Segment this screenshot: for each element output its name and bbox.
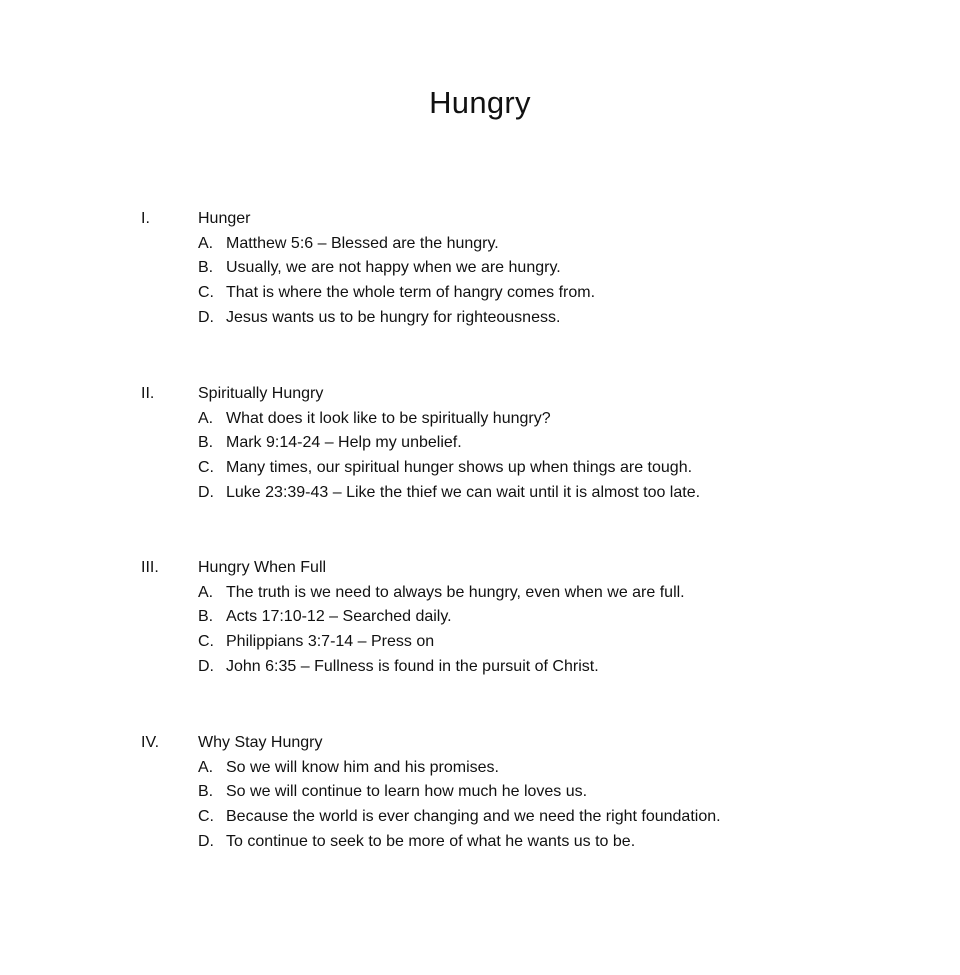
item-letter: C.	[198, 808, 214, 826]
item-text: John 6:35 – Fullness is found in the pursuit of Christ.	[226, 657, 599, 675]
list-item	[198, 258, 595, 283]
section-items	[198, 583, 685, 682]
item-text: Luke 23:39-43 – Like the thief we can wait until it is almost too late.	[226, 483, 701, 501]
section-heading: Spiritually Hungry	[198, 385, 324, 402]
list-item	[198, 483, 700, 508]
page-title: Hungry	[429, 85, 531, 120]
item-text: Philippians 3:7-14 – Press on	[226, 633, 435, 651]
list-item	[198, 433, 700, 458]
section-numeral: IV.	[141, 734, 160, 751]
item-letter: B.	[198, 259, 214, 277]
item-letter: D.	[198, 832, 214, 850]
item-text: Acts 17:10-12 – Searched daily.	[226, 608, 452, 626]
list-item	[198, 782, 721, 807]
list-item	[198, 832, 721, 857]
item-text: The truth is we need to always be hungry, even when we are full.	[226, 583, 685, 601]
item-text: So we will continue to learn how much he loves us.	[226, 783, 588, 801]
list-item	[198, 234, 595, 259]
list-item	[198, 657, 685, 682]
section-numeral: II.	[141, 385, 155, 402]
list-item	[198, 458, 700, 483]
item-text: To continue to seek to be more of what he wants us to be.	[226, 832, 636, 850]
item-letter: C.	[198, 284, 214, 302]
item-letter: A.	[198, 583, 214, 601]
item-letter: A.	[198, 409, 214, 427]
item-text: What does it look like to be spiritually hungry?	[226, 409, 551, 427]
item-letter: A.	[198, 758, 214, 776]
item-text: Mark 9:14-24 – Help my unbelief.	[226, 434, 462, 452]
item-letter: B.	[198, 783, 214, 801]
list-item	[198, 308, 595, 333]
section-items	[198, 234, 595, 333]
list-item	[198, 583, 685, 608]
item-letter: C.	[198, 459, 214, 477]
item-text: So we will know him and his promises.	[226, 758, 499, 776]
item-text: Usually, we are not happy when we are hungry.	[226, 259, 561, 277]
list-item	[198, 632, 685, 657]
item-letter: D.	[198, 657, 214, 675]
list-item	[198, 607, 685, 632]
list-item	[198, 283, 595, 308]
item-letter: D.	[198, 483, 214, 501]
section-numeral: I.	[141, 210, 150, 227]
item-text: Jesus wants us to be hungry for righteousness.	[226, 308, 561, 326]
list-item	[198, 758, 721, 783]
item-text: That is where the whole term of hangry comes from.	[226, 284, 596, 302]
section-heading: Why Stay Hungry	[198, 734, 323, 751]
item-letter: A.	[198, 234, 214, 252]
list-item	[198, 807, 721, 832]
list-item	[198, 409, 700, 434]
section-heading: Hunger	[198, 210, 251, 227]
item-letter: B.	[198, 608, 214, 626]
item-letter: D.	[198, 308, 214, 326]
section-items	[198, 758, 721, 857]
item-text: Because the world is ever changing and we need the right foundation.	[226, 808, 721, 826]
section-numeral: III.	[141, 559, 159, 576]
section-items	[198, 409, 700, 508]
item-text: Matthew 5:6 – Blessed are the hungry.	[226, 234, 499, 252]
item-text: Many times, our spiritual hunger shows up when things are tough.	[226, 459, 693, 477]
section-heading: Hungry When Full	[198, 559, 327, 576]
item-letter: B.	[198, 434, 214, 452]
item-letter: C.	[198, 633, 214, 651]
